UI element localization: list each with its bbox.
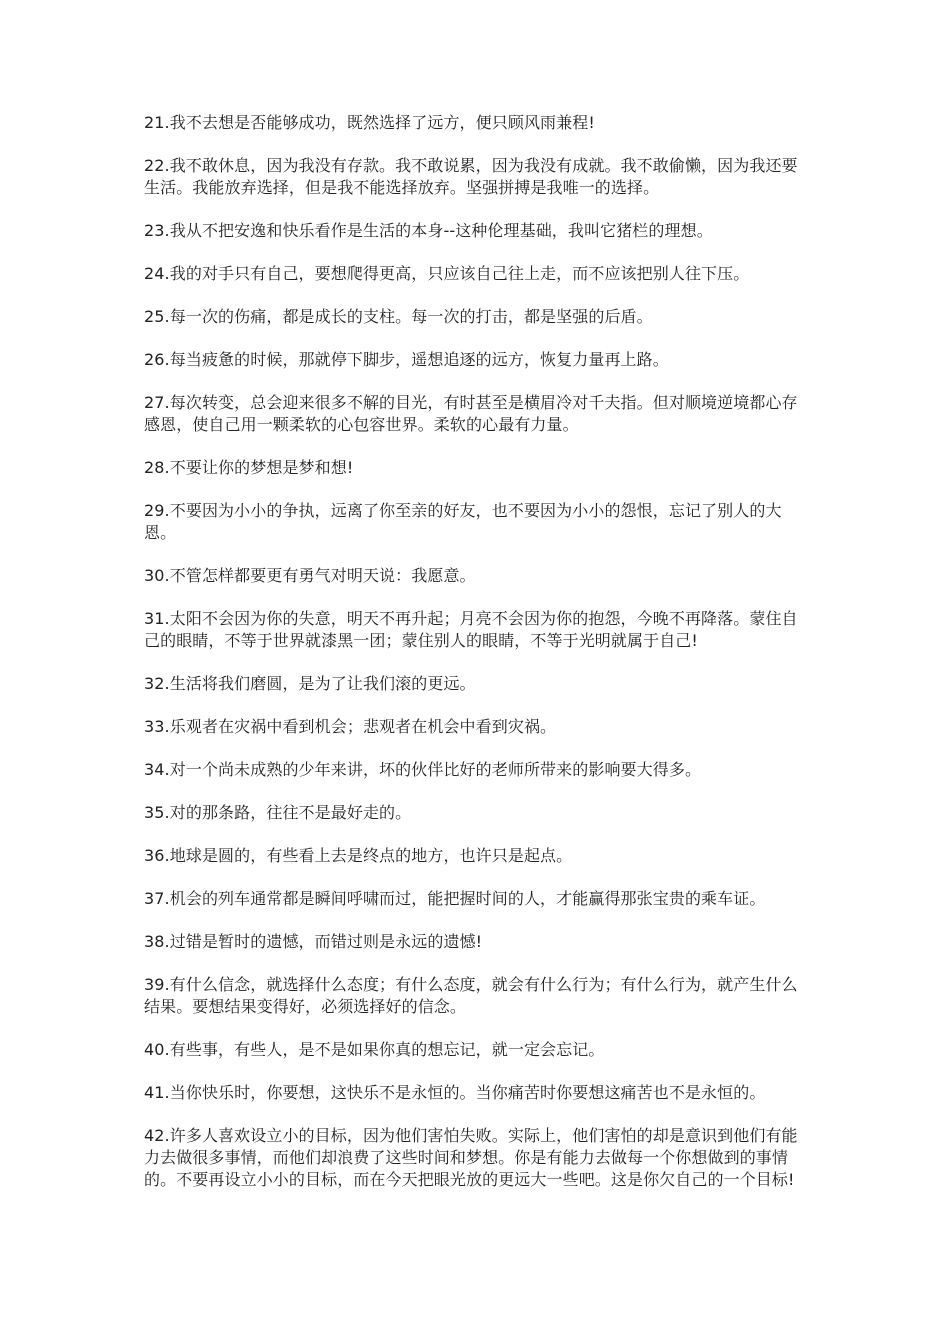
paragraph-31: 31.太阳不会因为你的失意，明天不再升起；月亮不会因为你的抱怨，今晚不再降落。蒙住自己的眼睛，不等于世界就漆黑一团；蒙住别人的眼睛，不等于光明就属于自己!	[144, 609, 798, 650]
paragraph-29: 29.不要因为小小的争执，远离了你至亲的好友，也不要因为小小的怨恨，忘记了别人的大恩。	[144, 501, 782, 542]
document-body	[144, 112, 808, 1212]
paragraph-41: 41.当你快乐时，你要想，这快乐不是永恒的。当你痛苦时你要想这痛苦也不是永恒的。	[144, 1083, 766, 1102]
paragraph-24: 24.我的对手只有自己，要想爬得更高，只应该自己往上走，而不应该把别人往下压。	[144, 264, 750, 283]
paragraph-33: 33.乐观者在灾祸中看到机会；悲观者在机会中看到灾祸。	[144, 717, 557, 736]
paragraph-38: 38.过错是暂时的遗憾，而错过则是永远的遗憾!	[144, 932, 483, 951]
paragraph-42: 42.许多人喜欢设立小的目标，因为他们害怕失败。实际上，他们害怕的却是意识到他们有能力去做很多事情，而他们却浪费了这些时间和梦想。你是有能力去做每一个你想做到的事情的。不要再设立小小的目标，而在今天把眼光放的更远大一些吧。这是你欠自己的一个目标!	[144, 1126, 798, 1189]
paragraph-25: 25.每一次的伤痛，都是成长的支柱。每一次的打击，都是坚强的后盾。	[144, 307, 653, 326]
paragraph-34: 34.对一个尚未成熟的少年来讲，坏的伙伴比好的老师所带来的影响要大得多。	[144, 760, 702, 779]
paragraph-37: 37.机会的列车通常都是瞬间呼啸而过，能把握时间的人，才能赢得那张宝贵的乘车证。	[144, 889, 766, 908]
paragraph-26: 26.每当疲惫的时候，那就停下脚步，遥想追逐的远方，恢复力量再上路。	[144, 350, 669, 369]
paragraph-21: 21.我不去想是否能够成功，既然选择了远方，便只顾风雨兼程!	[144, 113, 595, 132]
paragraph-27: 27.每次转变，总会迎来很多不解的目光，有时甚至是横眉冷对千夫指。但对顺境逆境都心存感恩，使自己用一颗柔软的心包容世界。柔软的心最有力量。	[144, 393, 798, 434]
paragraph-39: 39.有什么信念，就选择什么态度；有什么态度，就会有什么行为；有什么行为，就产生什么结果。要想结果变得好，必须选择好的信念。	[144, 975, 798, 1016]
paragraph-32: 32.生活将我们磨圆，是为了让我们滚的更远。	[144, 674, 476, 693]
paragraph-30: 30.不管怎样都要更有勇气对明天说：我愿意。	[144, 566, 476, 585]
paragraph-28: 28.不要让你的梦想是梦和想!	[144, 458, 354, 477]
paragraph-23: 23.我从不把安逸和快乐看作是生活的本身--这种伦理基础，我叫它猪栏的理想。	[144, 221, 713, 240]
paragraph-36: 36.地球是圆的，有些看上去是终点的地方，也许只是起点。	[144, 846, 573, 865]
paragraph-40: 40.有些事，有些人，是不是如果你真的想忘记，就一定会忘记。	[144, 1040, 605, 1059]
paragraph-35: 35.对的那条路，往往不是最好走的。	[144, 803, 412, 822]
paragraph-22: 22.我不敢休息，因为我没有存款。我不敢说累，因为我没有成就。我不敢偷懒，因为我还要生活。我能放弃选择，但是我不能选择放弃。坚强拼搏是我唯一的选择。	[144, 156, 798, 197]
